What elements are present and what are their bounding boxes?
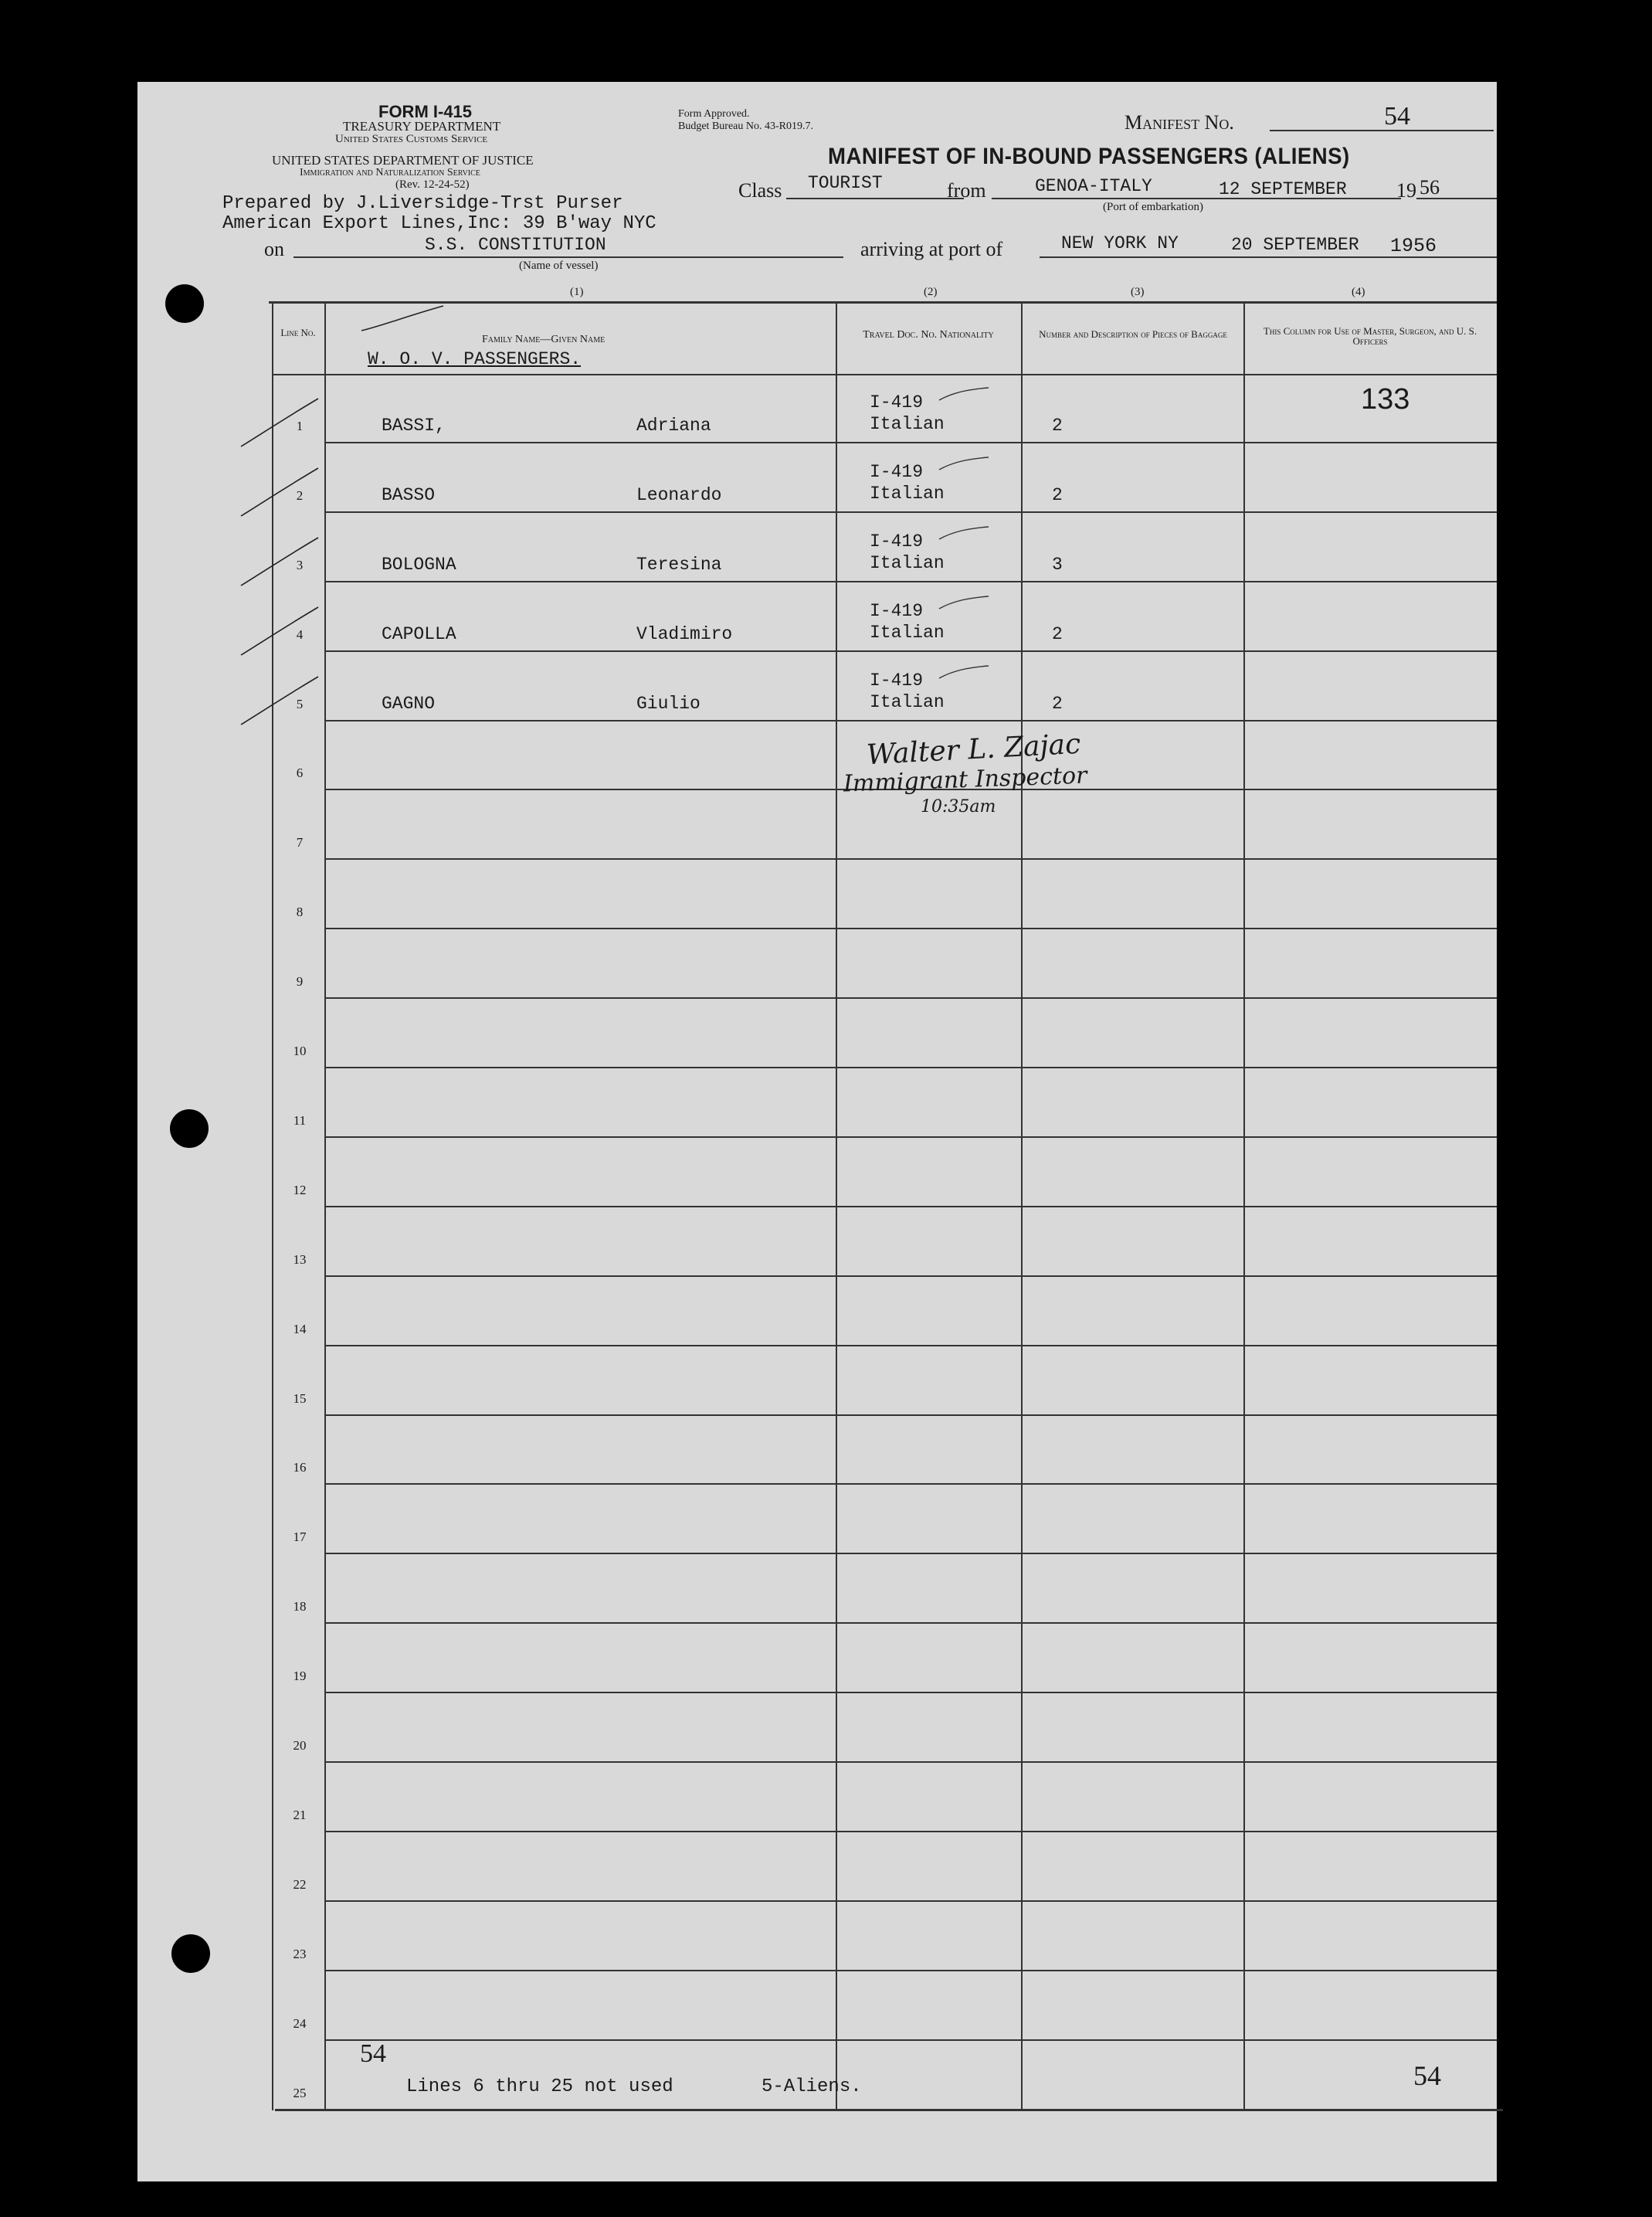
baggage-count: 2 xyxy=(1052,415,1063,436)
line-number: 10 xyxy=(293,1044,307,1058)
inspection-time: 10:35am xyxy=(921,797,996,817)
row-rule xyxy=(326,1692,1497,1693)
line-number: 13 xyxy=(293,1251,307,1267)
row-rule xyxy=(326,1275,1497,1277)
baggage-count: 2 xyxy=(1052,693,1063,714)
check-mark-icon xyxy=(358,303,451,334)
row-rule xyxy=(326,1414,1497,1416)
arrival-port: NEW YORK NY xyxy=(1061,233,1179,253)
prepared-by: Prepared by J.Liversidge-Trst Purser xyxy=(222,193,623,214)
row-rule xyxy=(326,720,1497,721)
line-number: 3 xyxy=(296,557,304,572)
officers-header: This Column for Use of Master, Surgeon, and U. S. Officers xyxy=(1263,325,1477,347)
manifest-no-value: 54 xyxy=(1384,102,1410,131)
row-rule xyxy=(326,1345,1497,1346)
doc-check-icon xyxy=(938,524,992,542)
line-number: 6 xyxy=(296,766,304,781)
form-number: FORM I-415 xyxy=(378,102,473,121)
line-number: 16 xyxy=(293,1460,307,1475)
travel-doc-no: I-419 xyxy=(870,670,924,691)
officer-note: 133 xyxy=(1361,383,1410,416)
row-rule xyxy=(326,442,1497,443)
col-num-4: (4) xyxy=(1352,286,1365,298)
travel-doc-header: Travel Doc. No. Nationality xyxy=(863,329,994,341)
nationality: Italian xyxy=(870,413,945,434)
check-mark-icon xyxy=(238,604,323,658)
table-top-rule xyxy=(269,301,1497,304)
vessel-caption: (Name of vessel) xyxy=(519,260,599,272)
given-name: Leonardo xyxy=(636,484,722,505)
line-number: 7 xyxy=(296,835,304,850)
row-rule xyxy=(326,2039,1497,2041)
line-number: 21 xyxy=(293,1807,307,1822)
inspector-title: Immigrant Inspector xyxy=(843,762,1087,798)
check-mark-icon xyxy=(238,465,323,519)
doc-check-icon xyxy=(938,663,992,681)
row-rule xyxy=(326,650,1497,652)
footer-manifest-left: 54 xyxy=(360,2039,386,2068)
class-value: TOURIST xyxy=(808,173,883,193)
line-number: 14 xyxy=(293,1321,307,1336)
family-name: BOLOGNA xyxy=(382,554,456,575)
travel-doc-no: I-419 xyxy=(870,392,924,413)
line-number: 4 xyxy=(296,626,304,642)
family-name: BASSO xyxy=(382,484,436,505)
customs-service: United States Customs Service xyxy=(335,133,488,145)
given-name: Teresina xyxy=(636,554,722,575)
nationality: Italian xyxy=(870,483,945,504)
line-number: 18 xyxy=(293,1599,307,1614)
baggage-header: Number and Description of Pieces of Baggage xyxy=(1039,328,1227,340)
line-number: 11 xyxy=(293,1112,307,1128)
row-rule xyxy=(326,581,1497,582)
baggage-count: 2 xyxy=(1052,623,1063,644)
class-label: Class xyxy=(738,179,782,202)
family-name: CAPOLLA xyxy=(382,623,456,644)
footer-manifest-right: 54 xyxy=(1413,2060,1441,2091)
line-number: 8 xyxy=(296,905,304,920)
line-number: 19 xyxy=(293,1669,307,1684)
travel-doc-no: I-419 xyxy=(870,600,924,621)
col-num-3: (3) xyxy=(1131,286,1145,298)
punch-hole-top xyxy=(165,284,204,323)
check-mark-icon xyxy=(238,535,323,589)
budget-bureau: Budget Bureau No. 43-R019.7. xyxy=(678,121,813,132)
group-label: W. O. V. PASSENGERS. xyxy=(368,349,582,369)
departure-year: 56 xyxy=(1420,176,1440,199)
col-num-1: (1) xyxy=(570,286,584,298)
table-bottom-rule xyxy=(275,2109,1503,2111)
line-number: 20 xyxy=(293,1738,307,1753)
line-number: 22 xyxy=(293,1876,307,1892)
class-line xyxy=(786,198,964,199)
line-number: 9 xyxy=(296,974,304,990)
row-rule xyxy=(326,1553,1497,1554)
departure-year-prefix: 19 xyxy=(1396,179,1416,202)
row-rule xyxy=(326,1622,1497,1624)
travel-doc-no: I-419 xyxy=(870,531,924,552)
line-number: 23 xyxy=(293,1946,307,1961)
treasury-department: TREASURY DEPARTMENT xyxy=(343,119,501,134)
line-number: 5 xyxy=(296,696,304,711)
line-number: 1 xyxy=(296,418,304,433)
row-rule xyxy=(326,1483,1497,1485)
port-embarkation-caption: (Port of embarkation) xyxy=(1103,201,1203,213)
nationality: Italian xyxy=(870,552,945,573)
family-name: BASSI, xyxy=(382,415,446,436)
row-rule xyxy=(326,997,1497,999)
arrival-date: 20 SEPTEMBER xyxy=(1231,235,1359,255)
row-rule xyxy=(326,511,1497,513)
punch-hole-bottom xyxy=(171,1934,210,1973)
manifest-page xyxy=(137,82,1497,2181)
nationality: Italian xyxy=(870,691,945,712)
footer-note: Lines 6 thru 25 not used xyxy=(406,2076,673,2097)
check-mark-icon xyxy=(238,396,323,450)
line-number: 2 xyxy=(296,487,304,503)
on-label: on xyxy=(264,238,284,260)
given-name: Adriana xyxy=(636,415,711,436)
row-rule xyxy=(326,1900,1497,1902)
revision: (Rev. 12-24-52) xyxy=(395,178,470,191)
form-approved: Form Approved. xyxy=(678,108,750,120)
inspector-signature: Walter L. Zajac xyxy=(866,728,1082,772)
arrival-year: 1956 xyxy=(1390,235,1437,257)
doc-check-icon xyxy=(938,454,992,473)
row-rule xyxy=(326,858,1497,860)
row-rule xyxy=(326,1067,1497,1068)
ins-service: Immigration and Naturalization Service xyxy=(300,167,480,178)
line-number: 24 xyxy=(293,2015,307,2031)
manifest-no-line xyxy=(1270,130,1494,131)
line-number: 17 xyxy=(293,1529,307,1545)
given-name: Giulio xyxy=(636,693,700,714)
from-label: from xyxy=(947,179,986,202)
name-header: Family Name—Given Name xyxy=(482,334,606,345)
footer-aliens: 5-Aliens. xyxy=(762,2076,862,2097)
row-rule xyxy=(326,1136,1497,1138)
punch-hole-middle xyxy=(170,1109,209,1148)
departure-date: 12 SEPTEMBER xyxy=(1219,179,1347,199)
row-rule xyxy=(326,1761,1497,1763)
baggage-count: 2 xyxy=(1052,484,1063,505)
row-rule xyxy=(326,928,1497,929)
line-number: 25 xyxy=(293,2085,307,2100)
vessel-line xyxy=(293,256,843,258)
arriving-label: arriving at port of xyxy=(860,238,1003,260)
line-number: 12 xyxy=(293,1182,307,1197)
given-name: Vladimiro xyxy=(636,623,733,644)
doc-check-icon xyxy=(938,593,992,612)
row-rule xyxy=(326,1831,1497,1832)
header-bottom-rule xyxy=(272,374,1497,375)
dept-of-justice: UNITED STATES DEPARTMENT OF JUSTICE xyxy=(272,153,534,168)
baggage-count: 3 xyxy=(1052,554,1063,575)
row-rule xyxy=(326,1206,1497,1207)
family-name: GAGNO xyxy=(382,693,436,714)
vessel-name: S.S. CONSTITUTION xyxy=(425,235,606,255)
col-num-2: (2) xyxy=(924,286,938,298)
from-value: GENOA-ITALY xyxy=(1035,176,1152,196)
doc-check-icon xyxy=(938,385,992,403)
line-no-header: Line No. xyxy=(280,327,316,338)
manifest-no-label: Manifest No. xyxy=(1125,111,1234,134)
nationality: Italian xyxy=(870,622,945,643)
row-rule xyxy=(326,1970,1497,1971)
travel-doc-no: I-419 xyxy=(870,461,924,482)
manifest-title: MANIFEST OF IN-BOUND PASSENGERS (ALIENS) xyxy=(828,144,1350,169)
line-number: 15 xyxy=(293,1390,307,1406)
check-mark-icon xyxy=(238,674,323,728)
shipping-company: American Export Lines,Inc: 39 B'way NYC xyxy=(222,213,656,234)
